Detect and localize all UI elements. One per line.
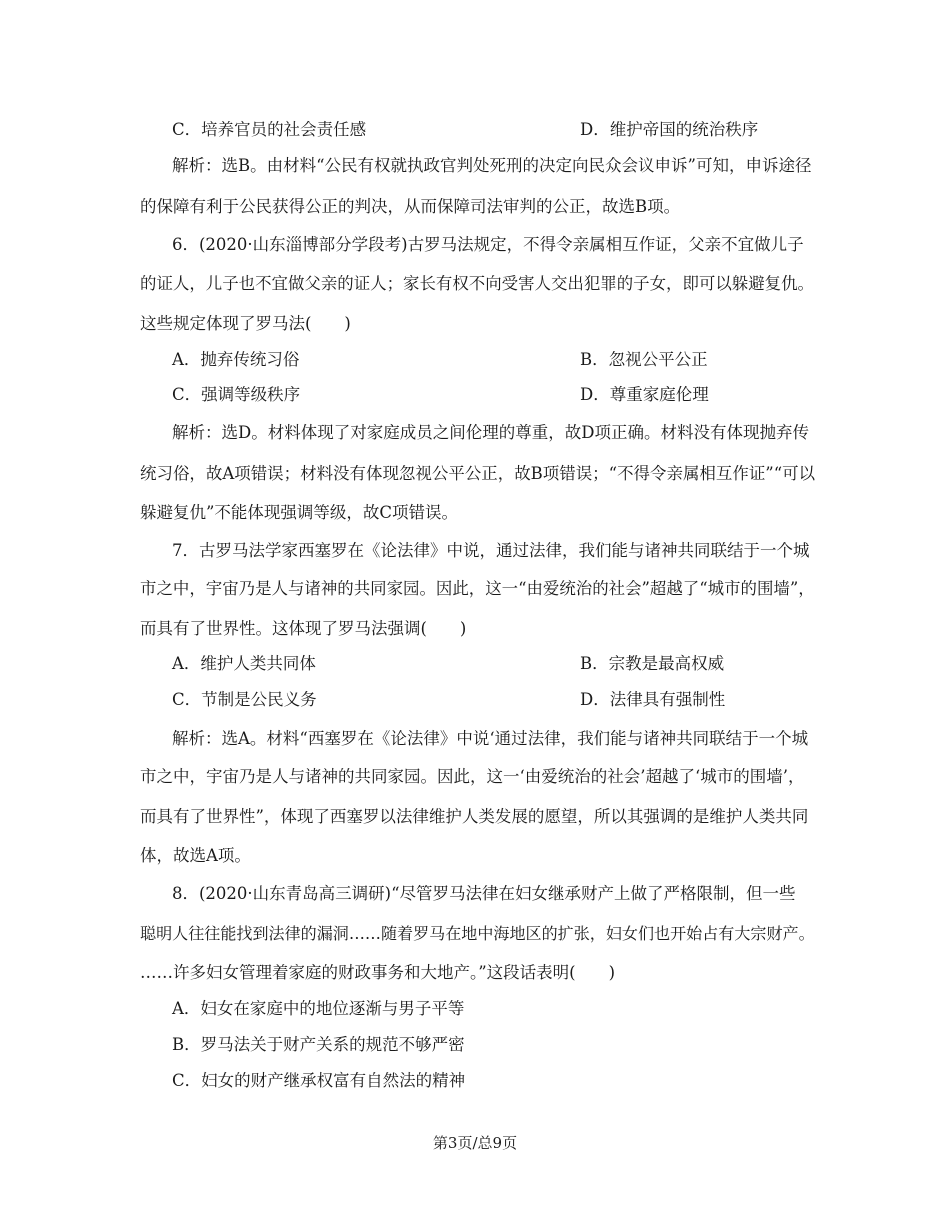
q8-stem-line: 聪明人往往能找到法律的漏洞……随着罗马在地中海地区的扩张，妇女们也开始占有大宗财产。 — [140, 924, 815, 943]
q7-analysis-line: 而具有了世界性”，体现了西塞罗以法律维护人类发展的愿望，所以其强调的是维护人类共同 — [140, 807, 809, 826]
q6-option-a: A．抛弃传统习俗 — [172, 350, 300, 369]
q6-analysis-line: 解析：选D。材料体现了对家庭成员之间伦理的尊重，故D项正确。材料没有体现抛弃传 — [172, 423, 809, 442]
q8-option-b: B．罗马法关于财产关系的规范不够严密 — [172, 1035, 465, 1054]
q7-option-a: A．维护人类共同体 — [172, 654, 316, 673]
q7-stem-line: 7．古罗马法学家西塞罗在《论法律》中说，通过法律，我们能与诸神共同联结于一个城 — [172, 541, 810, 560]
q6-stem-line: 的证人，儿子也不宜做父亲的证人；家长有权不向受害人交出犯罪的子女，即可以躲避复仇。 — [140, 274, 814, 293]
q7-stem-line: 而具有了世界性。这体现了罗马法强调( ) — [140, 619, 467, 638]
q6-analysis-line: 躲避复仇”不能体现强调等级，故C项错误。 — [140, 503, 459, 522]
q5-option-d: D．维护帝国的统治秩序 — [580, 120, 759, 139]
q6-option-d: D．尊重家庭伦理 — [580, 385, 709, 404]
q7-analysis-line: 市之中，宇宙乃是人与诸神的共同家园。因此，这一‘由爱统治的社会’超越了‘城市的围墙’， — [140, 767, 805, 786]
q5-analysis-line: 解析：选B。由材料“公民有权就执政官判处死刑的决定向民众会议申诉”可知，申诉途径 — [172, 156, 812, 175]
q7-option-c: C．节制是公民义务 — [172, 690, 317, 709]
q5-analysis-line: 的保障有利于公民获得公正的判决，从而保障司法审判的公正，故选B项。 — [140, 197, 681, 216]
q6-stem-line: 这些规定体现了罗马法( ) — [140, 314, 351, 333]
q6-analysis-line: 统习俗，故A项错误；材料没有体现忽视公平公正，故B项错误；“不得令亲属相互作证”“可以 — [140, 464, 816, 483]
q6-option-c: C．强调等级秩序 — [172, 385, 301, 404]
q6-option-b: B．忽视公平公正 — [580, 350, 708, 369]
q8-option-c: C．妇女的财产继承权富有自然法的精神 — [172, 1071, 466, 1090]
q7-analysis-line: 解析：选A。材料“西塞罗在《论法律》中说‘通过法律，我们能与诸神共同联结于一个城 — [172, 729, 809, 748]
page-number-footer: 第3页/总9页 — [432, 1134, 518, 1152]
q8-stem-line: ……许多妇女管理着家庭的财政事务和大地产。”这段话表明( ) — [140, 963, 616, 982]
q7-option-d: D．法律具有强制性 — [580, 690, 726, 709]
q7-analysis-line: 体，故选A项。 — [140, 846, 251, 865]
q6-stem-line: 6．(2020·山东淄博部分学段考)古罗马法规定，不得令亲属相互作证，父亲不宜做儿子 — [172, 235, 804, 254]
q7-option-b: B．宗教是最高权威 — [580, 654, 725, 673]
q8-stem-line: 8．(2020·山东青岛高三调研)“尽管罗马法律在妇女继承财产上做了严格限制，但一些 — [172, 884, 796, 903]
q7-stem-line: 市之中，宇宙乃是人与诸神的共同家园。因此，这一“由爱统治的社会”超越了“城市的围墙”， — [140, 579, 815, 598]
q5-option-c: C．培养官员的社会责任感 — [172, 120, 367, 139]
q8-option-a: A．妇女在家庭中的地位逐渐与男子平等 — [172, 999, 465, 1018]
